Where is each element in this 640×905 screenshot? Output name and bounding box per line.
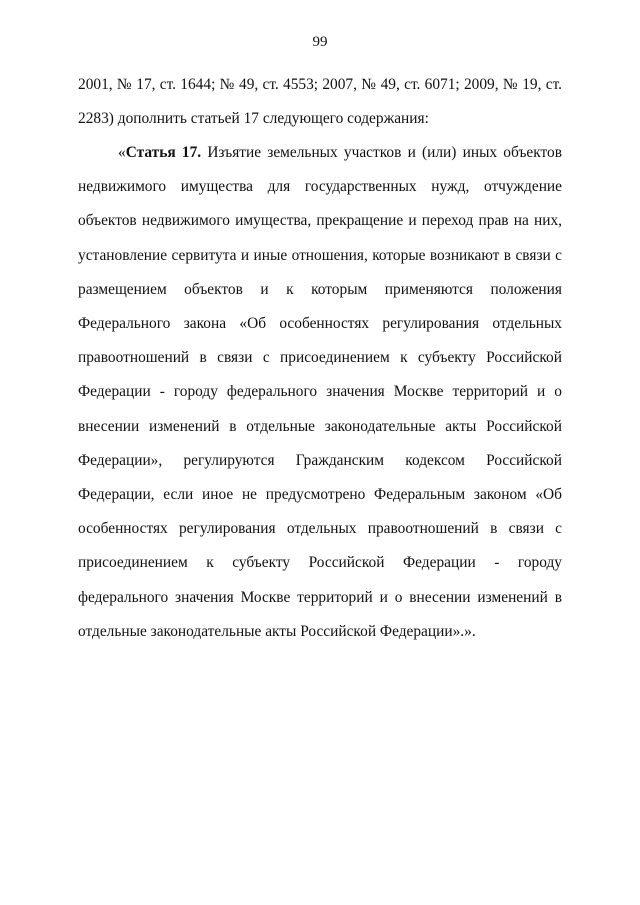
article-open-quote: «	[118, 144, 126, 161]
article-body: Изъятие земельных участков и (или) иных объектов недвижимого имущества для государственных нужд, отчуждение объектов недвижимого имущества, прекращение и переход прав на них, установление сервитута и иные отношения, которые возникают в связи с размещением объектов и к которым применяются положения Федерального закона «Об особенностях регулирования отдельных правоотношений в связи с присоединением к субъекту Российской Федерации - городу федерального значения Москве территорий и о внесении изменений в отдельные законодательные акты Российской Федерации», регулируются Гражданским кодексом Российской Федерации, если иное не предусмотрено Федеральным законом «Об особенностях регулирования отдельных правоотношений в связи с присоединением к субъекту Российской Федерации - городу федерального значения Москве территорий и о внесении изменений в отдельные законодательные акты Российской Федерации».».	[78, 144, 562, 640]
intro-paragraph: 2001, № 17, ст. 1644; № 49, ст. 4553; 2007, № 49, ст. 6071; 2009, № 19, ст. 2283) дополнить статьей 17 следующего содержания:	[78, 76, 562, 128]
page-number: 99	[312, 34, 328, 50]
article-17-paragraph	[78, 136, 562, 649]
article-heading: Статья 17.	[125, 144, 202, 161]
